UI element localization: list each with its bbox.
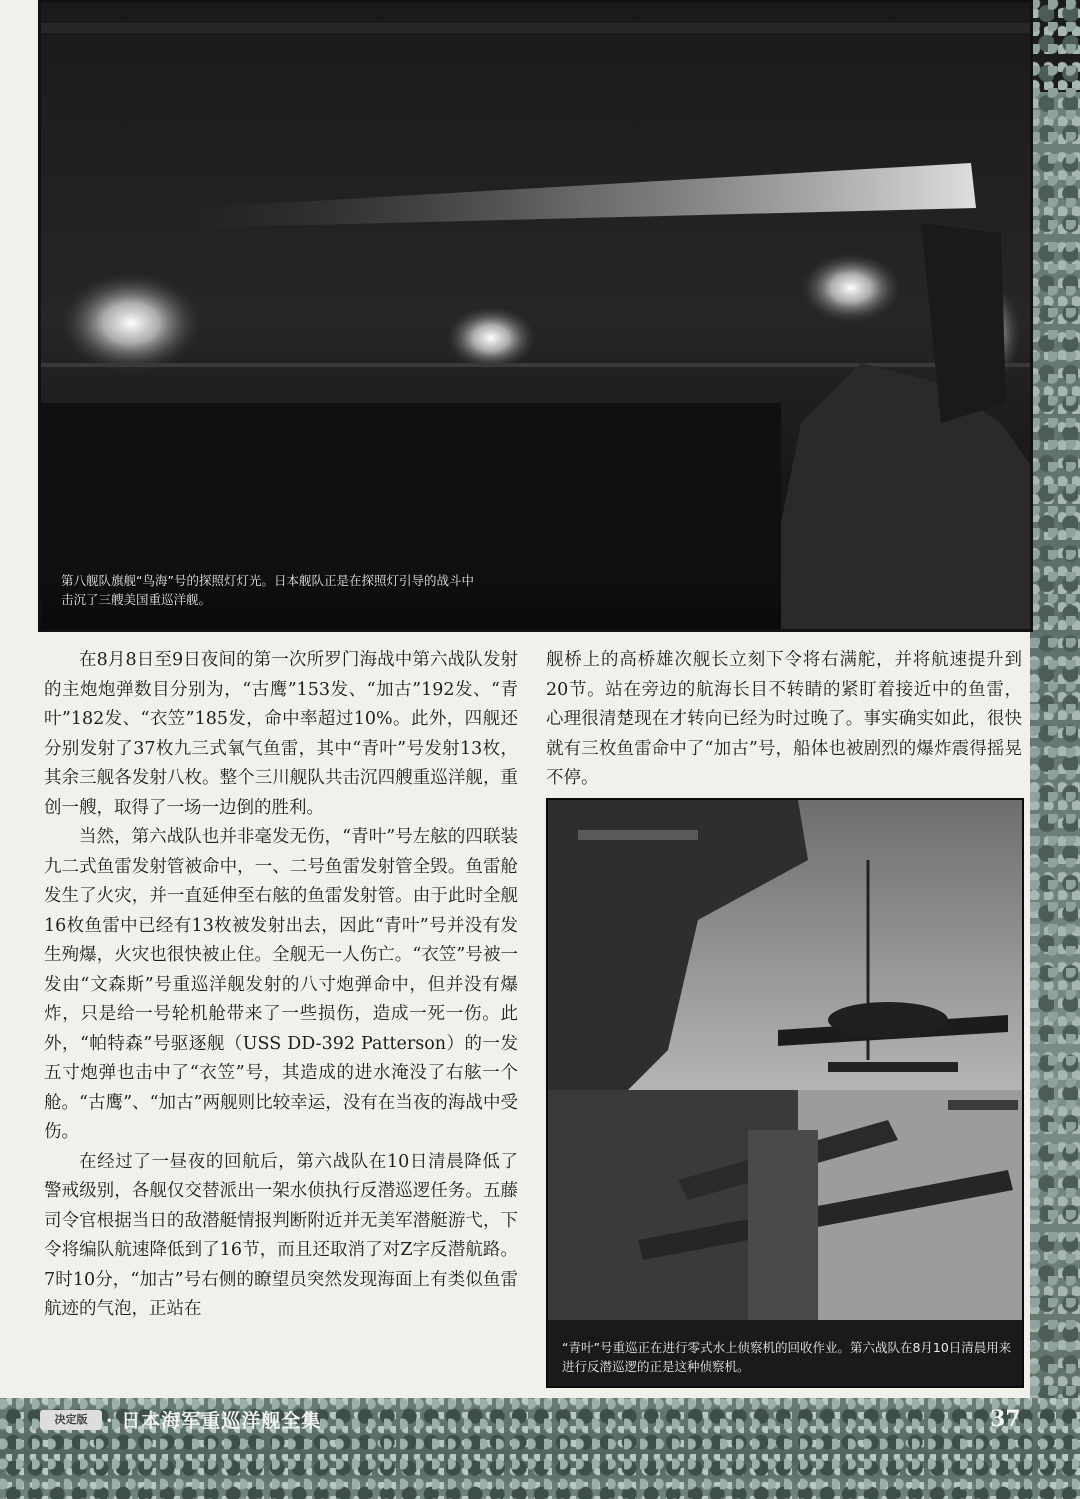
page-edge-decoration xyxy=(1030,0,1080,1499)
article-left-column xyxy=(44,646,518,1396)
night-battle-image xyxy=(41,3,1033,632)
seaplane-image xyxy=(548,800,1024,1388)
seaplane-recovery-photo xyxy=(546,798,1024,1388)
photo-caption: 第八舰队旗舰“鸟海”号的探照灯灯光。日本舰队正是在探照灯引导的战斗中击沉了三艘美国重巡洋舰。 xyxy=(61,573,474,607)
page-footer xyxy=(0,1398,1080,1499)
searchlight-photo xyxy=(38,0,1033,632)
page-number: 37 xyxy=(990,1406,1021,1432)
edition-badge: 决定版 xyxy=(40,1410,102,1430)
paragraph: 当然，第六战队也并非毫发无伤，“青叶”号左舷的四联装九二式鱼雷发射管被命中，一、二号鱼雷发射管全毁。鱼雷舱发生了火灾，并一直延伸至右舷的鱼雷发射管。由于此时全舰16枚鱼雷中已经有13枚被发射出去，因此“青叶”号并没有发生殉爆，火灾也很快被止住。全舰无一人伤亡。“衣笠”号被一发由“文森斯”号重巡洋舰发射的八寸炮弹命中，但并没有爆炸，只是给一号轮机舱带来了一些损伤，造成一死一伤。此外，“帕特森”号驱逐舰（USS DD-392 Patterson）的一发五寸炮弹也击中了“衣笠”号，其造成的进水淹没了右舷一个舱。“古鹰”、“加古”两舰则比较幸运，没有在当夜的海战中受伤。 xyxy=(44,827,518,1142)
paragraph: 舰桥上的高桥雄次舰长立刻下令将右满舵，并将航速提升到20节。站在旁边的航海长目不转睛的紧盯着接近中的鱼雷，心理很清楚现在才转向已经为时过晚了。事实确实如此，很快就有三枚鱼雷命中了“加古”号，船体也被剧烈的爆炸震得摇晃不停。 xyxy=(546,650,1022,788)
photo-caption: “青叶”号重巡正在进行零式水上侦察机的回收作业。第六战队在8月10日清晨用来进行反潜巡逻的正是这种侦察机。 xyxy=(562,1340,1012,1374)
book-title: · 日本海军重巡洋舰全集 xyxy=(106,1410,322,1432)
article-right-column xyxy=(546,646,1022,796)
paragraph: 在8月8日至9日夜间的第一次所罗门海战中第六战队发射的主炮炮弹数目分别为，“古鹰”153发、“加古”192发、“青叶”182发、“衣笠”185发，命中率超过10%。此外，四舰还分别发射了37枚九三式氧气鱼雷，其中“青叶”号发射13枚，其余三舰各发射八枚。整个三川舰队共击沉四艘重巡洋舰，重创一艘，取得了一场一边倒的胜利。 xyxy=(44,650,518,818)
paragraph: 在经过了一昼夜的回航后，第六战队在10日清晨降低了警戒级别，各舰仅交替派出一架水侦执行反潜巡逻任务。五藤司令官根据当日的敌潜艇情报判断附近并无美军潜艇游弋，下令将编队航速降低到了16节，而且还取消了对Z字反潜航路。7时10分，“加古”号右侧的瞭望员突然发现海面上有类似鱼雷航迹的气泡，正站在 xyxy=(44,1151,518,1319)
